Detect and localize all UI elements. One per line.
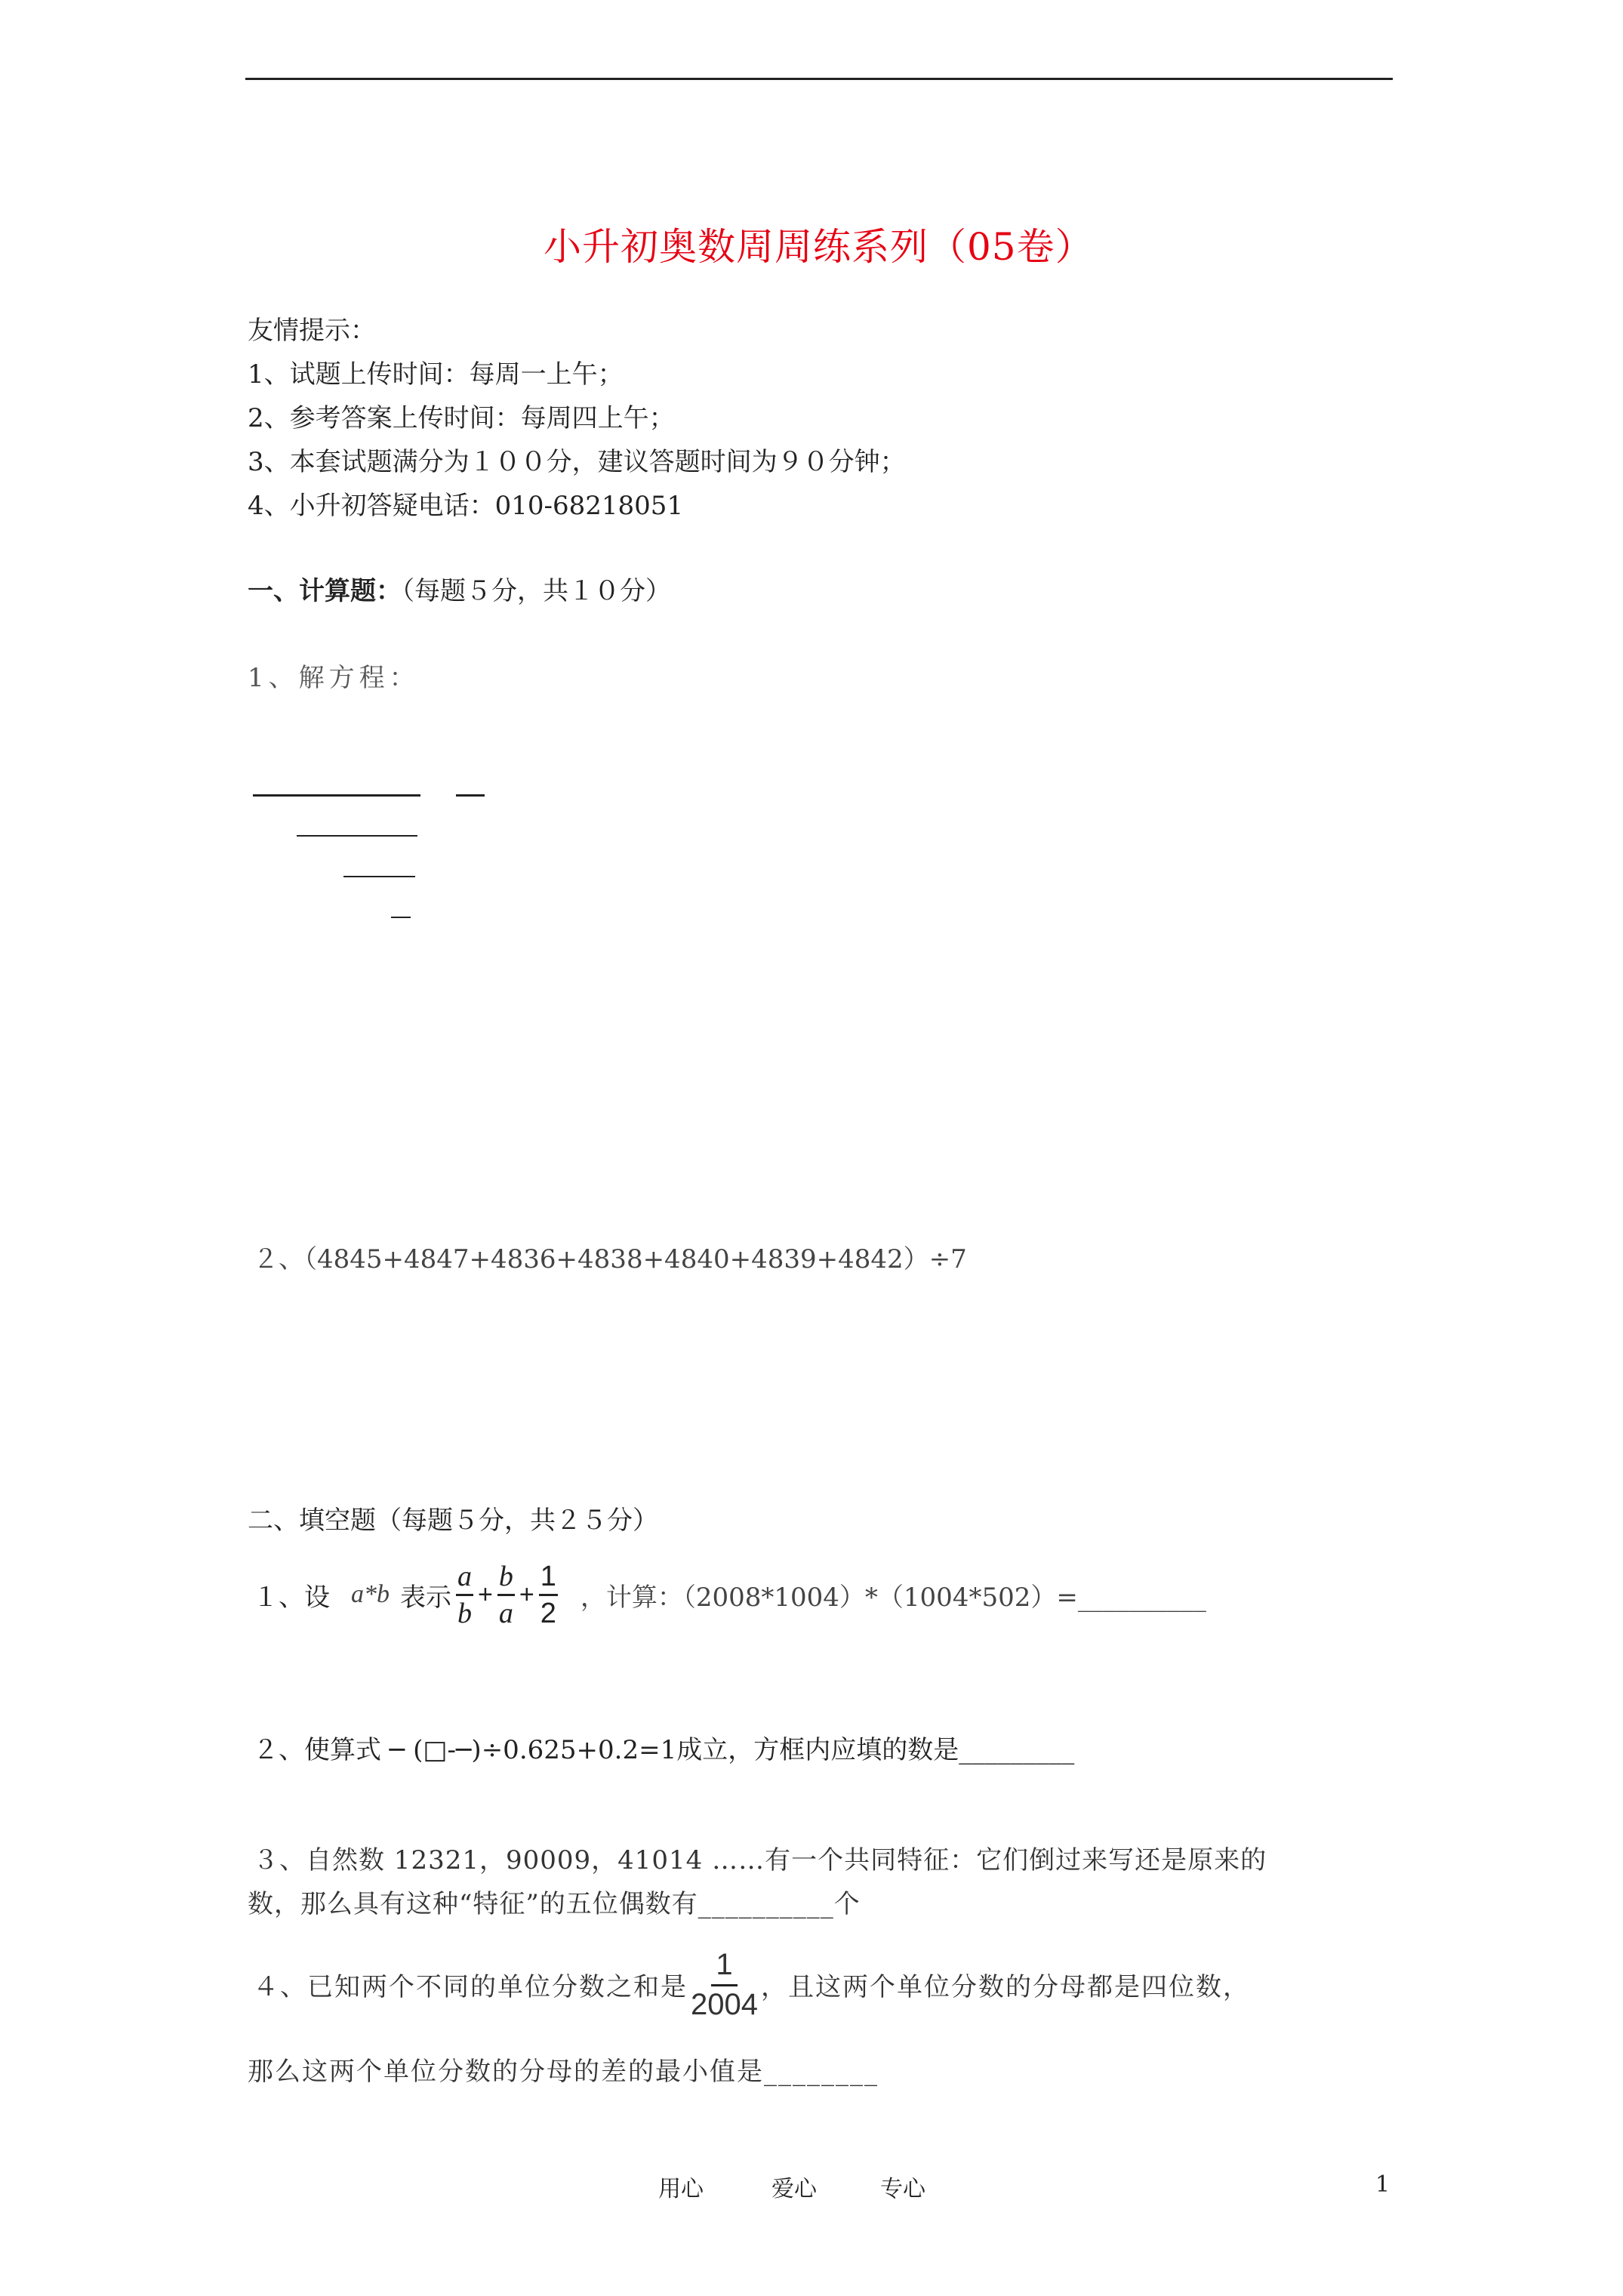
question-2-2: ２、使算式 ─ (□-─)÷0.625+0.2=1成立，方框内应填的数是_________: [253, 1735, 1075, 1765]
q2-1-suffix: ，计算：（2008*1004）*（1004*502）=__________: [580, 1582, 1206, 1613]
plus-sign: +: [478, 1579, 493, 1609]
fraction-numerator: b: [497, 1562, 515, 1596]
footer-item: 爱心: [771, 2176, 817, 2202]
equation-fraction-bar: [456, 794, 485, 797]
q2-1-prefix: １、设: [253, 1582, 330, 1613]
section-1-heading-rest: （每题５分，共１０分）: [402, 576, 671, 606]
equation-fraction-bar: [343, 876, 415, 877]
question-1-2: ２、（4845+4847+4836+4838+4840+4839+4842）÷7: [253, 1244, 967, 1274]
equation-fraction-bar: [253, 794, 420, 797]
fraction-numerator: 1: [539, 1562, 558, 1596]
fraction-denominator: 2: [540, 1597, 556, 1629]
tip-item: 1、试题上传时间：每周一上午；: [248, 359, 624, 390]
question-2-1: [253, 1549, 1206, 1640]
q2-1-show: 表示: [400, 1582, 451, 1613]
fraction-denominator: b: [457, 1597, 472, 1629]
plus-sign: +: [519, 1579, 534, 1609]
equation-fraction-bar: [297, 835, 417, 837]
tip-item: 4、小升初答疑电话：010-68218051: [248, 491, 684, 521]
section-2-heading: 二、填空题（每题５分，共２５分）: [248, 1505, 658, 1536]
footer-item: 用心: [658, 2176, 704, 2202]
question-1-1: 1、解方程：: [248, 663, 420, 693]
q2-4-suffix: ，且这两个单位分数的分母都是四位数，: [760, 1971, 1250, 2002]
fraction-numerator: a: [456, 1562, 473, 1596]
page-title: 小升初奥数周周练系列（05卷）: [544, 225, 1094, 269]
footer-item: 专心: [880, 2176, 925, 2202]
question-2-4: [253, 1939, 1250, 2029]
fraction-numerator: 1: [711, 1949, 737, 1986]
tips-heading: 友情提示：: [248, 316, 376, 346]
q2-1-expr: a*b: [351, 1580, 390, 1608]
fraction-one-half: [539, 1562, 558, 1628]
question-2-4-line2: 那么这两个单位分数的分母的差的最小值是________: [248, 2057, 879, 2087]
equation-fraction-bar: [391, 917, 411, 918]
tip-item: 2、参考答案上传时间：每周四上午；: [248, 403, 675, 433]
header-rule: [245, 78, 1393, 80]
section-1-heading-bold: 一、计算题：: [248, 576, 402, 606]
page-number: 1: [1375, 2171, 1390, 2198]
fraction-a-over-b: [456, 1562, 473, 1628]
tip-item: 3、本套试题满分为１００分，建议答题时间为９０分钟；: [248, 447, 906, 477]
question-2-3-line2: 数，那么具有这种“特征”的五位偶数有__________个: [248, 1889, 861, 1919]
fraction-denominator: a: [498, 1597, 513, 1629]
fraction-denominator: 2004: [691, 1987, 758, 2021]
q2-4-prefix: ４、已知两个不同的单位分数之和是: [253, 1971, 688, 2002]
fraction-1-over-2004: [691, 1949, 758, 2020]
fraction-b-over-a: [497, 1562, 515, 1628]
section-1-heading: [248, 570, 671, 607]
question-2-3-line1: ３、自然数 12321，90009，41014 ……有一个共同特征：它们倒过来写还是原来的: [253, 1845, 1267, 1875]
